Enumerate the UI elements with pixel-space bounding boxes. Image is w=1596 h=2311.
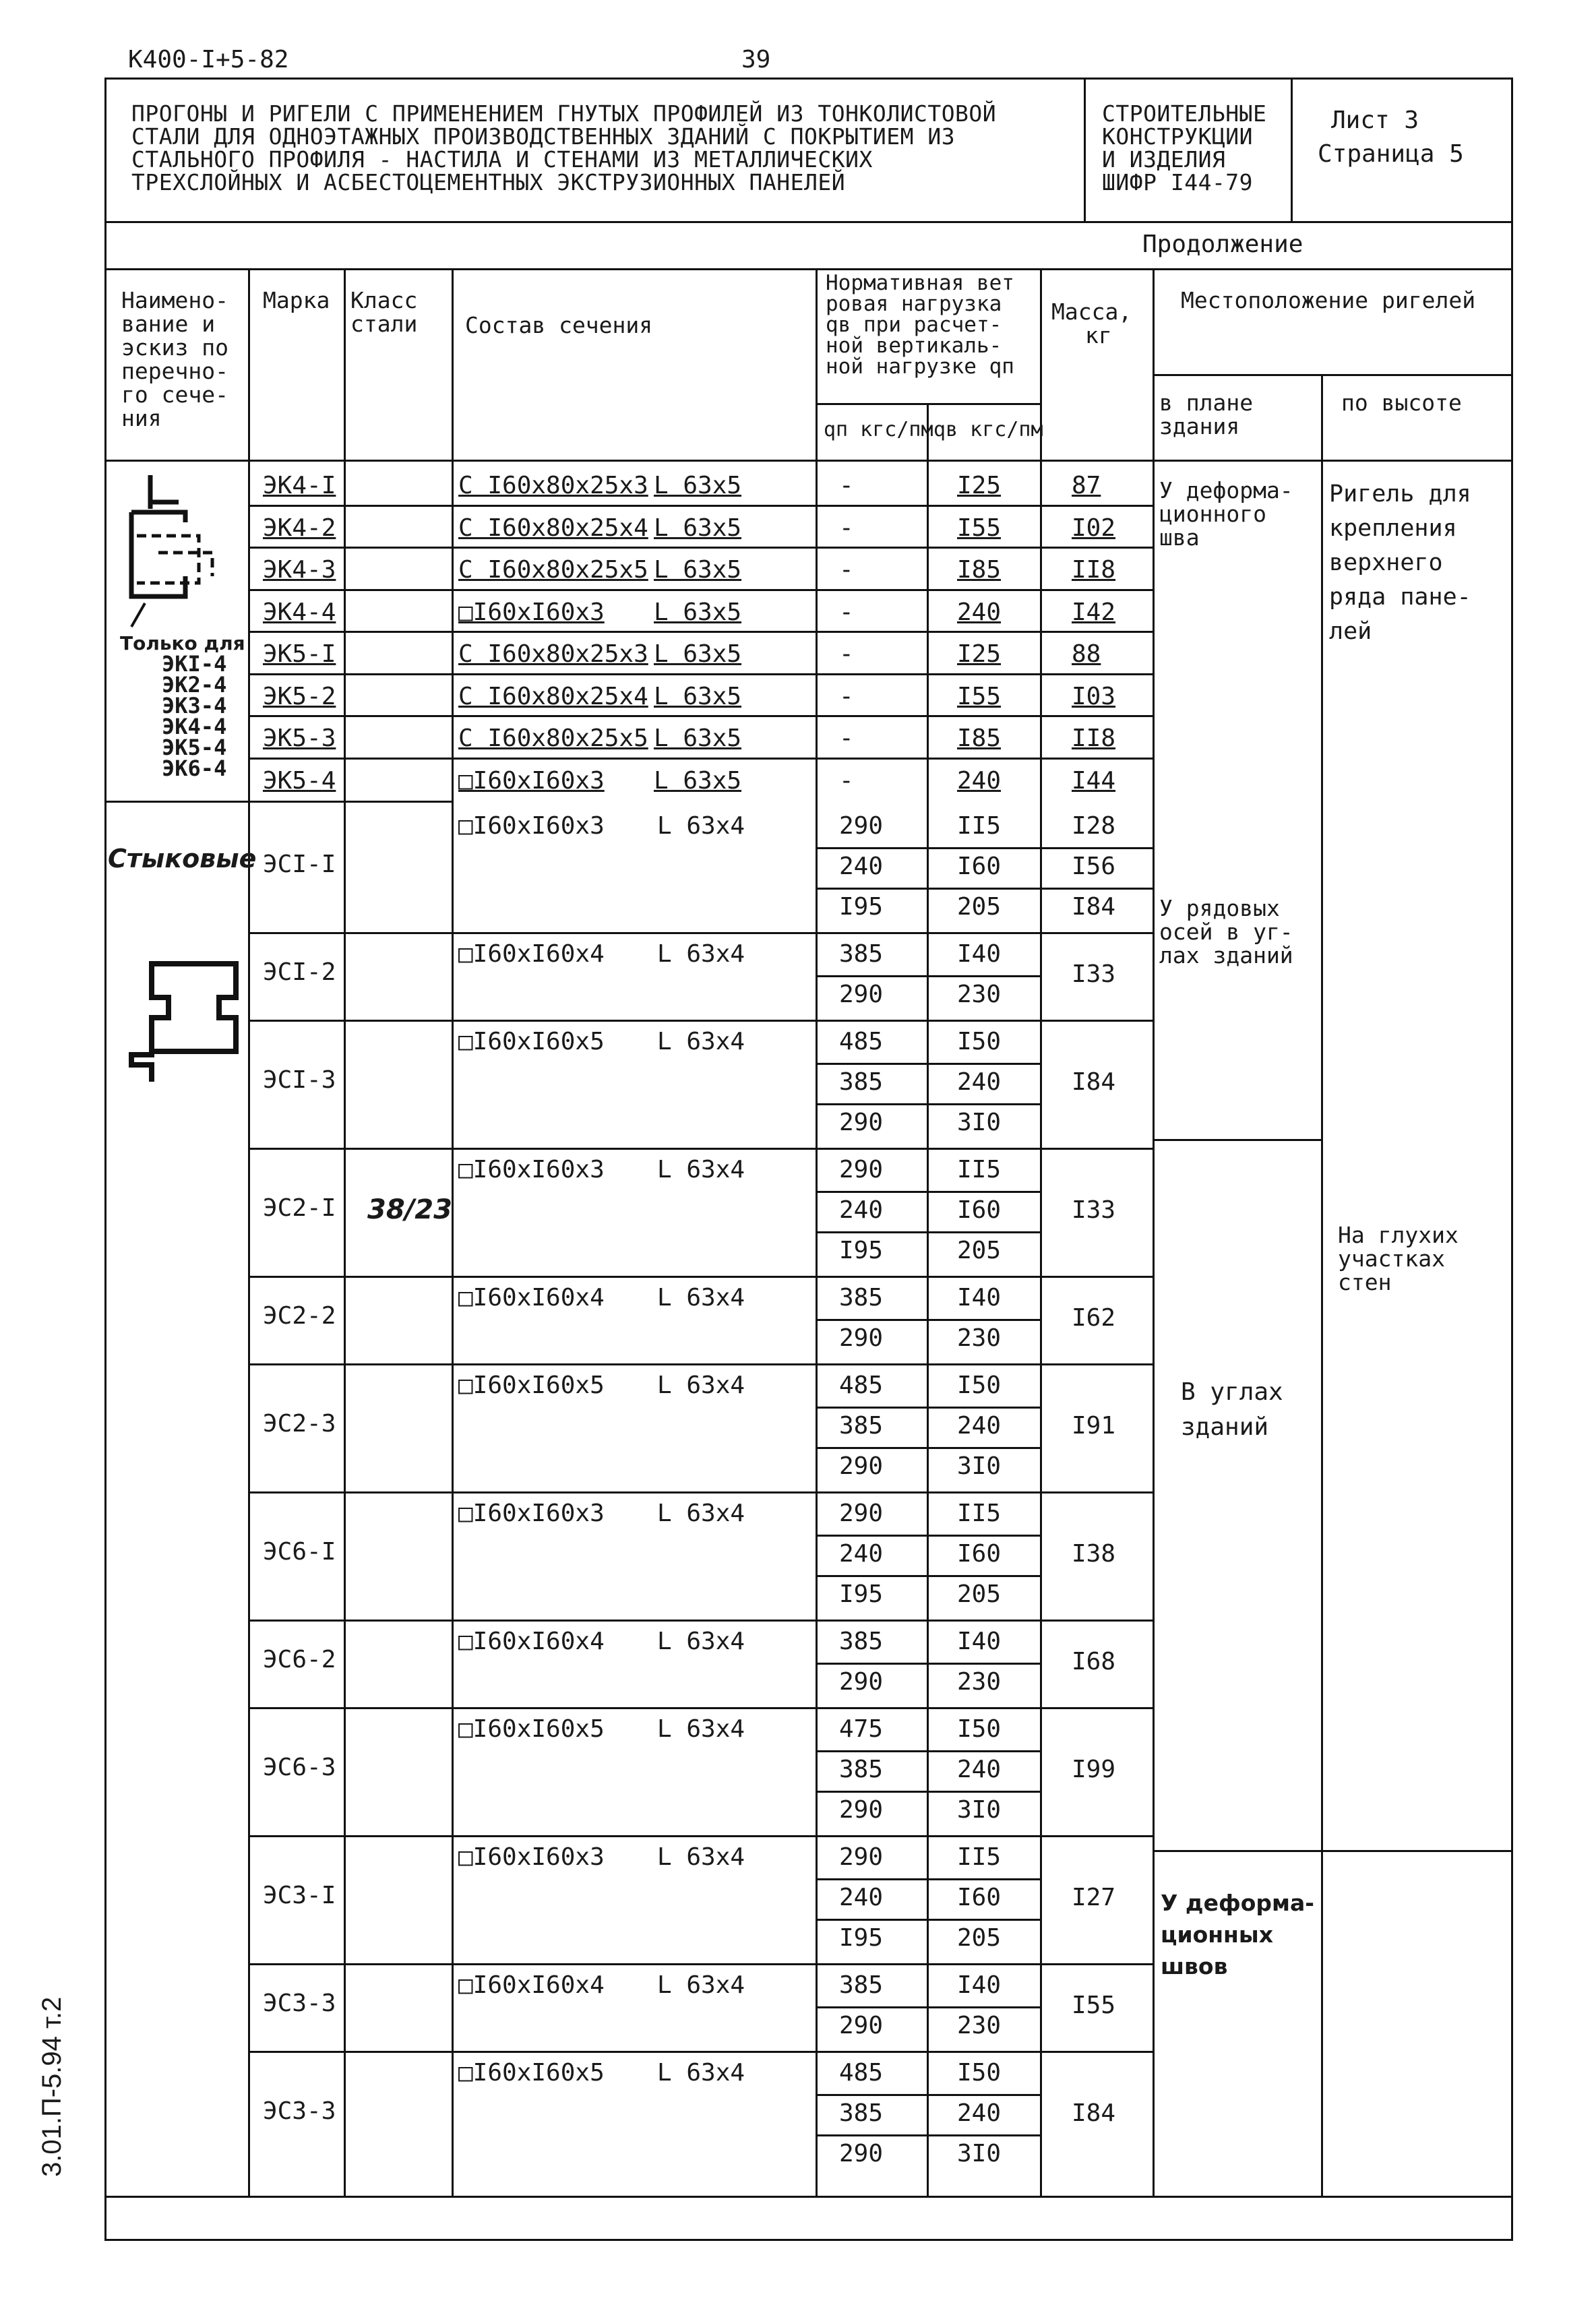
load-qp: 385 [839, 940, 884, 968]
plan-line: У рядовых [1159, 895, 1280, 921]
header-qp: qп кгс/пм [824, 418, 933, 441]
title-line: ТРЕХСЛОЙНЫХ И АСБЕСТОЦЕМЕНТНЫХ ЭКСТРУЗИОННЫХ ПАНЕЛЕЙ [131, 169, 846, 195]
load-qp: 290 [839, 1324, 884, 1352]
header-plan-line: здания [1159, 413, 1240, 439]
g2-plan-axes [1159, 896, 1293, 967]
doc-code: К400-I+5-82 [128, 46, 289, 73]
section-angle: L 63х5 [654, 556, 742, 584]
continuation-label: Продолжение [1142, 230, 1303, 258]
mark: ЭК5-3 [263, 725, 336, 752]
series-block [1102, 102, 1266, 194]
header-name-line: эскиз по [121, 334, 228, 361]
mass: I62 [1072, 1304, 1116, 1332]
section-angle: L 63х4 [657, 2059, 745, 2087]
section-angle: L 63х4 [657, 1971, 745, 1999]
section-profile: □I60хI60х5 [458, 1372, 605, 1399]
header-mass-line: кг [1085, 322, 1112, 348]
mark: ЭС6-2 [263, 1646, 336, 1673]
g2-plan-corners [1181, 1375, 1283, 1445]
section-profile: □I60хI60х4 [458, 1971, 605, 1999]
load-qv: II5 [957, 1500, 1002, 1527]
section-profile: С I60х80х25х4 [458, 682, 648, 710]
g1-plan-line: ционного [1159, 501, 1266, 527]
section-angle: L 63х4 [657, 940, 745, 968]
load-qv: 3I0 [957, 2140, 1002, 2167]
title-line: ПРОГОНЫ И РИГЕЛИ С ПРИМЕНЕНИЕМ ГНУТЫХ ПРОФИЛЕЙ ИЗ ТОНКОЛИСТОВОЙ [131, 100, 997, 127]
load-qp: 290 [839, 1796, 884, 1824]
height-line: На глухих [1338, 1222, 1459, 1248]
section-profile: □I60хI60х3 [458, 812, 605, 840]
load-qv: 3I0 [957, 1109, 1002, 1136]
load-qv: 205 [957, 1924, 1002, 1952]
load-qv: 230 [957, 2012, 1002, 2039]
height-line: участках [1338, 1245, 1445, 1272]
header-load-line: ровая нагрузка [826, 292, 1002, 316]
load-qp: 290 [839, 1500, 884, 1527]
header-load-line: qв при расчет- [826, 313, 1002, 337]
section-angle: L 63х5 [654, 472, 742, 499]
mark: ЭСI-I [263, 851, 336, 878]
load-qv: 240 [957, 1068, 1002, 1096]
height-line: стен [1338, 1269, 1392, 1295]
load-qp: 290 [839, 1109, 884, 1136]
header-name-line: ния [121, 405, 162, 431]
load-qp: I95 [839, 1924, 884, 1952]
load-qp: 240 [839, 1884, 884, 1911]
header-load [826, 273, 1014, 377]
mass: I38 [1072, 1540, 1116, 1568]
plan-line: ционных [1161, 1921, 1273, 1948]
sheet-label: Лист 3 [1331, 106, 1419, 134]
load-qp: 240 [839, 853, 884, 880]
load-qp: 475 [839, 1715, 884, 1743]
title-line: СТАЛИ ДЛЯ ОДНОЭТАЖНЫХ ПРОИЗВОДСТВЕННЫХ ЗДАНИЙ С ПОКРЫТИЕМ ИЗ [131, 123, 956, 150]
mass: II8 [1072, 556, 1116, 584]
load-qp: 385 [839, 1628, 884, 1655]
header-load-line: ной нагрузке qп [826, 355, 1014, 379]
load-qp: 485 [839, 2059, 884, 2087]
mark: ЭС3-3 [263, 1990, 336, 2017]
load-qv: I25 [957, 472, 1002, 499]
load-qv: 240 [957, 1756, 1002, 1783]
load-qv: I25 [957, 640, 1002, 668]
g1-height-line: крепления [1329, 515, 1457, 542]
load-qv: I40 [957, 1284, 1002, 1312]
section-angle: L 63х4 [657, 1500, 745, 1527]
load-qp: 290 [839, 1452, 884, 1480]
note-item: ЭКI-4 [162, 651, 227, 677]
section-angle: L 63х5 [654, 640, 742, 668]
mass: 88 [1072, 640, 1101, 668]
g1-plan-line: У деформа- [1159, 477, 1293, 503]
g2-height-blind [1338, 1223, 1459, 1294]
plan-line: У деформа- [1161, 1890, 1314, 1916]
mark: ЭС6-3 [263, 1754, 336, 1781]
load-qp: 240 [839, 1540, 884, 1568]
plan-line: лах зданий [1159, 942, 1293, 968]
header-load-line: Нормативная вет [826, 271, 1014, 295]
mass: I99 [1072, 1756, 1116, 1783]
mass: I02 [1072, 514, 1116, 542]
mass: I68 [1072, 1648, 1116, 1675]
load-qp: - [839, 598, 854, 626]
title-block [131, 102, 996, 194]
load-qp: I95 [839, 1237, 884, 1264]
load-qp: 385 [839, 1971, 884, 1999]
load-qp: 290 [839, 981, 884, 1008]
header-steel [350, 288, 417, 336]
load-qv: II5 [957, 1156, 1002, 1183]
load-qv: I60 [957, 1884, 1002, 1911]
mark: ЭСI-2 [263, 958, 336, 986]
plan-line: осей в уг- [1159, 919, 1293, 945]
header-steel-line: стали [350, 311, 418, 337]
header-in-plan [1159, 391, 1253, 438]
section-profile: С I60х80х25х5 [458, 556, 648, 584]
load-qv: 205 [957, 893, 1002, 921]
g1-height-line: ряда пане- [1329, 584, 1471, 611]
section-profile: С I60х80х25х5 [458, 725, 648, 752]
load-qv: 230 [957, 981, 1002, 1008]
load-qp: - [839, 640, 854, 668]
header-load-line: ной вертикаль- [826, 334, 1002, 358]
load-qp: 290 [839, 2140, 884, 2167]
profile-sketch-c [118, 475, 239, 630]
section-angle: L 63х5 [654, 682, 742, 710]
section-angle: L 63х4 [657, 1715, 745, 1743]
header-qv: qв кгс/пм [933, 418, 1043, 441]
load-qv: I60 [957, 1196, 1002, 1224]
load-qv: I55 [957, 514, 1002, 542]
load-qp: I95 [839, 893, 884, 921]
mark: ЭК5-4 [263, 766, 336, 795]
mark: ЭК4-2 [263, 514, 336, 542]
load-qp: 290 [839, 1843, 884, 1871]
load-qp: 290 [839, 2012, 884, 2039]
mass: I33 [1072, 960, 1116, 988]
series-line: И ИЗДЕЛИЯ [1102, 146, 1226, 173]
load-qv: I50 [957, 1372, 1002, 1399]
plan-line: швов [1161, 1953, 1228, 1979]
plan-line: В углах [1181, 1378, 1283, 1406]
load-qp: - [839, 472, 854, 499]
load-qp: 290 [839, 1156, 884, 1183]
load-qv: 240 [957, 1412, 1002, 1440]
load-qv: 205 [957, 1580, 1002, 1608]
g1-height-line: верхнего [1329, 549, 1443, 576]
load-qv: I60 [957, 1540, 1002, 1568]
load-qv: 230 [957, 1668, 1002, 1696]
load-qv: II5 [957, 1843, 1002, 1871]
load-qv: I40 [957, 1628, 1002, 1655]
load-qp: 485 [839, 1028, 884, 1055]
load-qp: I95 [839, 1580, 884, 1608]
load-qv: I85 [957, 725, 1002, 752]
load-qp: 385 [839, 1284, 884, 1312]
mass: I56 [1072, 853, 1116, 880]
g1-height-line: Ригель для [1329, 481, 1471, 507]
page-number: 39 [741, 46, 771, 73]
section-angle: L 63х4 [657, 1284, 745, 1312]
note-item: ЭК4-4 [162, 714, 227, 739]
g2-plan-joints [1161, 1887, 1314, 1982]
steel-class: 38/23 [367, 1194, 452, 1225]
header-section: Состав сечения [465, 312, 653, 338]
load-qv: 205 [957, 1237, 1002, 1264]
load-qp: 385 [839, 2099, 884, 2127]
section-profile: С I60х80х25х4 [458, 514, 648, 542]
load-qv: 240 [957, 2099, 1002, 2127]
load-qp: 290 [839, 1668, 884, 1696]
mark: ЭСI-3 [263, 1066, 336, 1094]
section-angle: L 63х4 [657, 812, 745, 840]
load-qv: I40 [957, 1971, 1002, 1999]
load-qv: I40 [957, 940, 1002, 968]
mass: I55 [1072, 1992, 1116, 2019]
series-line: ШИФР I44-79 [1102, 169, 1254, 195]
note-item: ЭК6-4 [162, 756, 227, 781]
mark: ЭС2-3 [263, 1410, 336, 1438]
mark: ЭС3-3 [263, 2097, 336, 2125]
mark: ЭК4-4 [263, 598, 336, 626]
section-profile: □I60хI60х5 [458, 2059, 605, 2087]
header-plan-line: в плане [1159, 390, 1254, 416]
mass: I28 [1072, 812, 1116, 840]
load-qp: 385 [839, 1756, 884, 1783]
note-item: ЭК2-4 [162, 672, 227, 698]
load-qv: 240 [957, 598, 1002, 626]
load-qv: I85 [957, 556, 1002, 584]
mass: I44 [1072, 766, 1116, 795]
group2-name: Стыковые [108, 844, 257, 873]
mass: I42 [1072, 598, 1116, 626]
section-angle: L 63х5 [654, 514, 742, 542]
section-profile: □I60хI60х3 [458, 1843, 605, 1871]
plan-line: зданий [1181, 1413, 1269, 1441]
load-qv: I55 [957, 682, 1002, 710]
header-mark: Марка [263, 287, 330, 313]
header-name-line: вание и [121, 311, 216, 337]
note-item: ЭК3-4 [162, 693, 227, 718]
header-steel-line: Класс [350, 287, 418, 313]
header-name-line: го сече- [121, 381, 228, 408]
series-line: СТРОИТЕЛЬНЫЕ [1102, 100, 1267, 127]
section-profile: □I60хI60х4 [458, 1284, 605, 1312]
load-qp: 385 [839, 1412, 884, 1440]
load-qp: - [839, 556, 854, 584]
header-by-height: по высоте [1341, 390, 1462, 416]
section-angle: L 63х5 [654, 766, 742, 795]
mass: I84 [1072, 1068, 1116, 1096]
load-qv: II5 [957, 812, 1002, 840]
load-qp: 240 [839, 1196, 884, 1224]
section-profile: □I60хI60х3 [458, 598, 605, 626]
load-qv: 230 [957, 1324, 1002, 1352]
section-profile: С I60х80х25х3 [458, 640, 648, 668]
section-profile: □I60хI60х3 [458, 1156, 605, 1183]
page-label: Страница 5 [1318, 140, 1464, 168]
section-angle: L 63х4 [657, 1628, 745, 1655]
load-qv: I50 [957, 2059, 1002, 2087]
mass: I03 [1072, 682, 1116, 710]
section-angle: L 63х5 [654, 598, 742, 626]
mass: I33 [1072, 1196, 1116, 1224]
mass: 87 [1072, 472, 1101, 499]
load-qv: 3I0 [957, 1452, 1002, 1480]
mass: I27 [1072, 1884, 1116, 1911]
header-name [121, 288, 228, 430]
load-qv: I50 [957, 1028, 1002, 1055]
section-angle: L 63х4 [657, 1843, 745, 1871]
load-qv: 240 [957, 766, 1002, 795]
side-stamp: 3.01.П-5.94 т.2 [37, 1996, 67, 2177]
section-angle: L 63х5 [654, 725, 742, 752]
mark: ЭС6-I [263, 1538, 336, 1566]
section-profile: □I60хI60х5 [458, 1715, 605, 1743]
section-profile: С I60х80х25х3 [458, 472, 648, 499]
load-qv: 3I0 [957, 1796, 1002, 1824]
mass: I84 [1072, 893, 1116, 921]
section-angle: L 63х4 [657, 1028, 745, 1055]
load-qv: I50 [957, 1715, 1002, 1743]
mass: I84 [1072, 2099, 1116, 2127]
note-title: Только для [120, 632, 245, 654]
series-line: КОНСТРУКЦИИ [1102, 123, 1254, 150]
header-mass-line: Масса, [1051, 299, 1132, 325]
mark: ЭК5-2 [263, 682, 336, 710]
load-qp: - [839, 725, 854, 752]
mark: ЭК4-3 [263, 556, 336, 584]
mark: ЭК5-I [263, 640, 336, 668]
profile-sketch-joint [118, 957, 239, 1085]
header-mass [1051, 300, 1132, 347]
mass: II8 [1072, 725, 1116, 752]
note-list [162, 651, 227, 781]
g1-height [1329, 477, 1471, 649]
g1-plan-line: шва [1159, 524, 1200, 551]
section-profile: □I60хI60х5 [458, 1028, 605, 1055]
section-profile: □I60хI60х4 [458, 1628, 605, 1655]
section-profile: □I60хI60х4 [458, 940, 605, 968]
header-location: Местоположение ригелей [1181, 287, 1476, 313]
note-item: ЭК5-4 [162, 735, 227, 760]
section-profile: □I60хI60х3 [458, 766, 605, 795]
mark: ЭС2-2 [263, 1302, 336, 1330]
load-qv: I60 [957, 853, 1002, 880]
load-qp: - [839, 766, 854, 795]
load-qp: 485 [839, 1372, 884, 1399]
mark: ЭС2-I [263, 1194, 336, 1222]
load-qp: - [839, 514, 854, 542]
load-qp: 290 [839, 812, 884, 840]
section-profile: □I60хI60х3 [458, 1500, 605, 1527]
section-angle: L 63х4 [657, 1372, 745, 1399]
load-qp: 385 [839, 1068, 884, 1096]
title-line: СТАЛЬНОГО ПРОФИЛЯ - НАСТИЛА И СТЕНАМИ ИЗ МЕТАЛЛИЧЕСКИХ [131, 146, 873, 173]
load-qp: - [839, 682, 854, 710]
mark: ЭК4-I [263, 472, 336, 499]
header-name-line: Наимено- [121, 287, 228, 313]
g1-plan [1159, 479, 1293, 549]
header-name-line: перечно- [121, 358, 228, 384]
mark: ЭС3-I [263, 1882, 336, 1909]
section-angle: L 63х4 [657, 1156, 745, 1183]
mass: I91 [1072, 1412, 1116, 1440]
g1-height-line: лей [1329, 618, 1372, 645]
